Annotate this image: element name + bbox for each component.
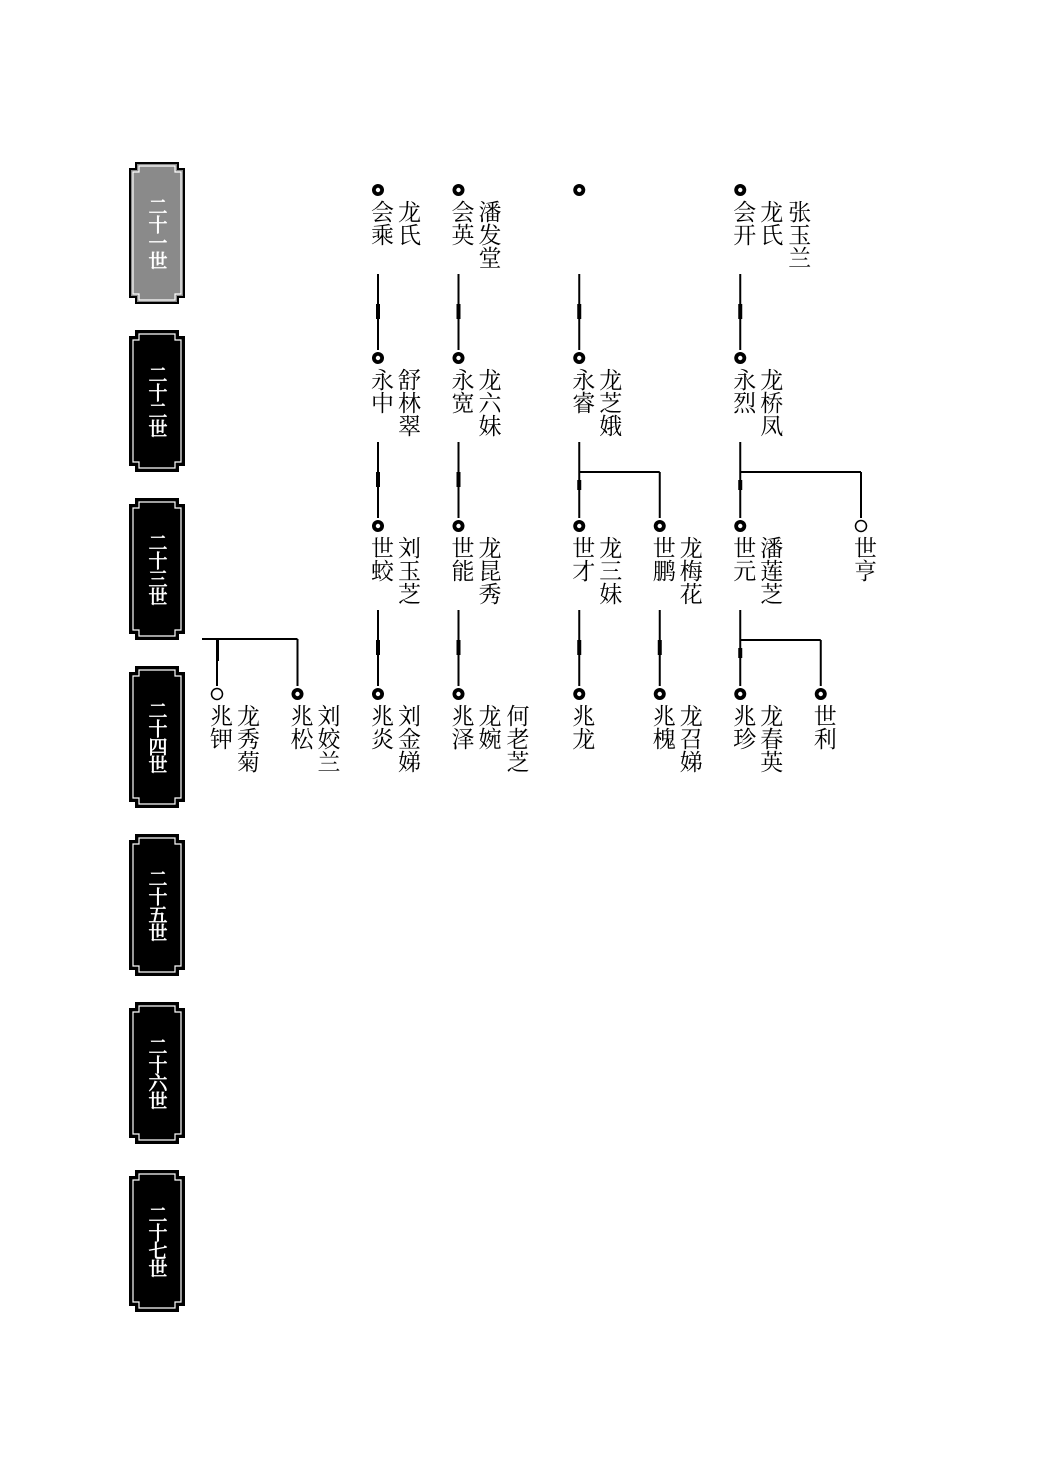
person-name: 世鹏 bbox=[648, 536, 675, 582]
generation-bar bbox=[130, 163, 184, 303]
person-name: 永宽 bbox=[447, 368, 474, 414]
person-marker-center bbox=[738, 356, 742, 360]
person-name: 会乘 bbox=[367, 200, 393, 246]
person-marker-center bbox=[376, 356, 380, 360]
generation-label-text: 二十三世 bbox=[145, 533, 168, 605]
person-name: 永中 bbox=[367, 368, 393, 414]
spouse-name: 龙氏 bbox=[756, 200, 783, 246]
spouse-name: 刘玉芝 bbox=[394, 536, 420, 605]
spouse-name: 龙春英 bbox=[756, 704, 783, 773]
person-marker-center bbox=[456, 692, 460, 696]
spouse-name: 龙婉 bbox=[474, 704, 501, 750]
spouse-name: 何老芝 bbox=[502, 704, 529, 773]
person-marker-center bbox=[738, 692, 742, 696]
person-marker-center bbox=[577, 692, 581, 696]
person-marker-center bbox=[577, 188, 581, 192]
person-name: 世才 bbox=[568, 536, 595, 582]
spouse-name: 龙氏 bbox=[394, 200, 420, 246]
generation-label-text: 二十七世 bbox=[145, 1205, 168, 1277]
person-marker bbox=[856, 521, 867, 532]
generation-bar bbox=[130, 499, 184, 639]
person-marker-center bbox=[456, 524, 460, 528]
person-marker-center bbox=[456, 356, 460, 360]
person-name: 永烈 bbox=[729, 368, 756, 414]
generation-label-text: 二十四世 bbox=[145, 701, 168, 773]
person-marker-center bbox=[658, 524, 662, 528]
spouse-name: 龙六妹 bbox=[474, 368, 501, 437]
person-name: 会开 bbox=[729, 200, 756, 246]
person-marker-center bbox=[376, 692, 380, 696]
spouse-name: 潘发堂 bbox=[474, 200, 501, 269]
spouse-name: 龙昆秀 bbox=[474, 536, 501, 605]
person-marker-center bbox=[376, 524, 380, 528]
generation-label-text: 二十六世 bbox=[145, 1037, 168, 1109]
person-name: 兆炎 bbox=[367, 704, 393, 750]
spouse-name: 龙秀菊 bbox=[233, 704, 259, 773]
spouse-name: 刘金娣 bbox=[394, 704, 420, 773]
person-name: 世蛟 bbox=[367, 536, 393, 582]
person-marker-center bbox=[376, 188, 380, 192]
spouse-name: 龙三妹 bbox=[595, 536, 622, 605]
spouse-name: 龙召娣 bbox=[675, 704, 702, 773]
generation-label-text: 二十五世 bbox=[145, 869, 168, 941]
person-marker-center bbox=[295, 692, 299, 696]
person-name: 会英 bbox=[447, 200, 474, 246]
spouse-name: 张玉兰 bbox=[784, 200, 811, 269]
person-marker-center bbox=[738, 188, 742, 192]
generation-bar bbox=[130, 331, 184, 471]
spouse-name: 潘莲芝 bbox=[756, 536, 783, 605]
spouse-name: 刘姣兰 bbox=[313, 704, 340, 773]
spouse-name: 龙芝娥 bbox=[595, 368, 622, 437]
person-name: 兆钾 bbox=[206, 704, 232, 750]
generation-label-text: 二十二世 bbox=[145, 365, 168, 437]
person-name: 世元 bbox=[729, 536, 756, 582]
person-name: 兆槐 bbox=[648, 704, 675, 750]
person-marker-center bbox=[577, 356, 581, 360]
generation-bar bbox=[130, 667, 184, 807]
generation-label-text: 二十一世 bbox=[145, 197, 168, 269]
person-name: 兆珍 bbox=[729, 704, 756, 750]
person-marker-center bbox=[658, 692, 662, 696]
spouse-name: 龙桥凤 bbox=[756, 368, 783, 437]
person-name: 世能 bbox=[447, 536, 474, 582]
person-marker-center bbox=[577, 524, 581, 528]
person-marker bbox=[212, 689, 223, 700]
person-name: 世利 bbox=[809, 704, 836, 750]
person-marker-center bbox=[738, 524, 742, 528]
person-name: 兆松 bbox=[286, 704, 313, 750]
person-name: 兆泽 bbox=[447, 704, 474, 750]
person-marker-center bbox=[819, 692, 823, 696]
person-marker-center bbox=[456, 188, 460, 192]
generation-bar bbox=[130, 1003, 184, 1143]
person-name: 世亨 bbox=[850, 536, 876, 582]
person-name: 永睿 bbox=[568, 368, 595, 414]
spouse-name: 舒林翠 bbox=[394, 368, 420, 437]
generation-bar bbox=[130, 835, 184, 975]
person-name: 兆龙 bbox=[568, 704, 595, 750]
generation-bar bbox=[130, 1171, 184, 1311]
spouse-name: 龙梅花 bbox=[675, 536, 702, 605]
